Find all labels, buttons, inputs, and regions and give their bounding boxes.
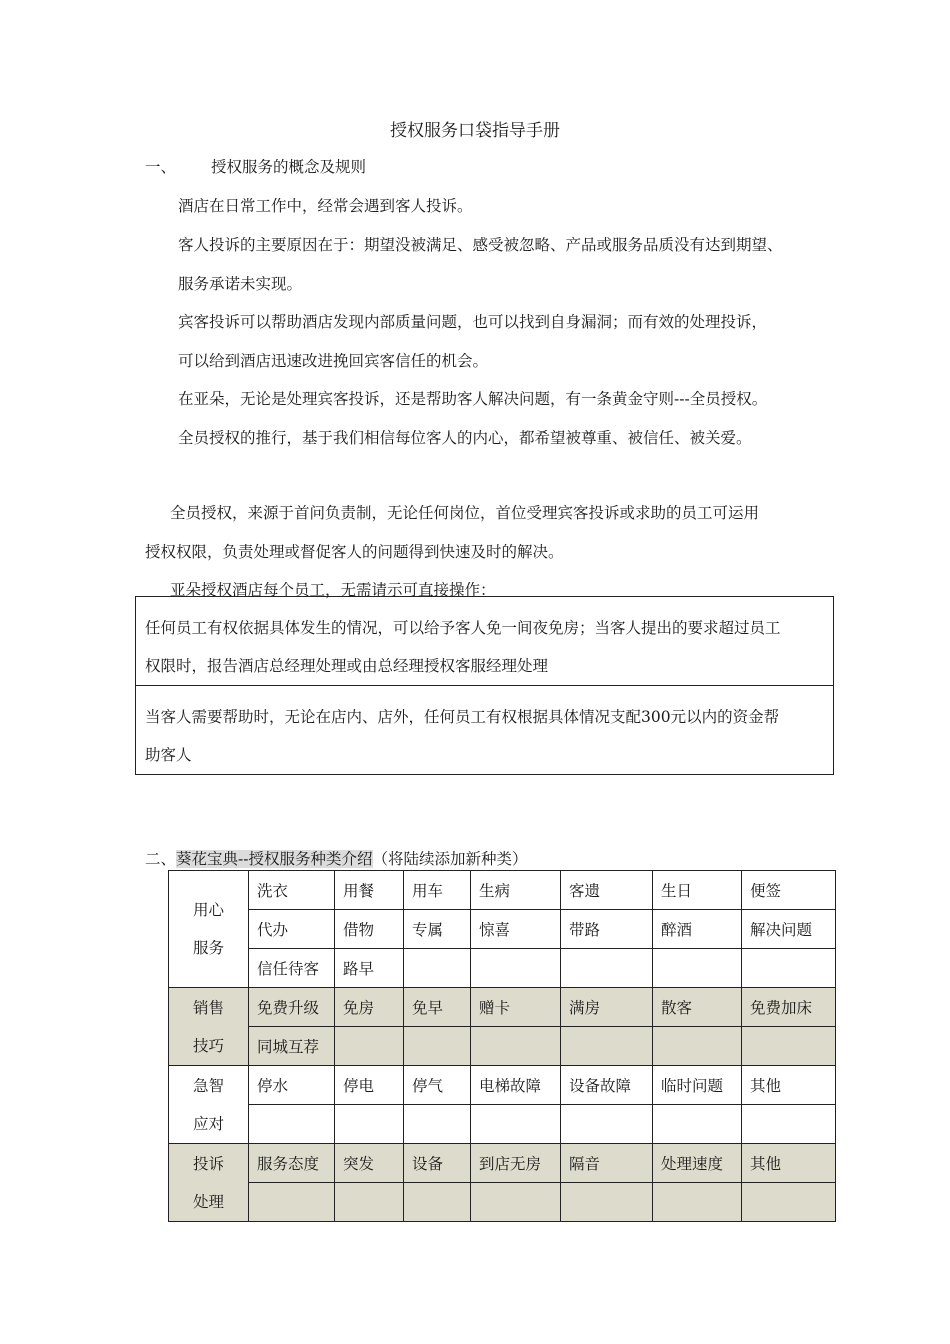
paragraph-line: 服务承诺未实现。 [178, 275, 303, 293]
rule-cell [136, 597, 834, 686]
group-label-line: 用心 [192, 901, 224, 919]
category-cell: 满房 [561, 988, 653, 1027]
category-cell [404, 1027, 471, 1066]
category-cell: 免房 [335, 988, 404, 1027]
section2-number: 二、 [145, 850, 177, 868]
category-cell: 醉酒 [653, 910, 742, 949]
category-cell [561, 1183, 653, 1222]
group-label-line: 投诉 [192, 1154, 224, 1173]
rule-row [136, 597, 834, 686]
paragraph-line: 客人投诉的主要原因在于：期望没被满足、感受被忽略、产品或服务品质没有达到期望、 [178, 236, 783, 254]
category-row [169, 910, 836, 949]
group-label-line: 处理 [192, 1192, 224, 1211]
section1-heading: 授权服务的概念及规则 [211, 158, 367, 176]
category-group-label [169, 988, 249, 1066]
category-cell [471, 1183, 561, 1222]
category-cell [471, 1105, 561, 1144]
category-cell [404, 1183, 471, 1222]
category-cell: 电梯故障 [471, 1066, 561, 1105]
category-cell [404, 1105, 471, 1144]
category-cell: 信任待客 [249, 949, 335, 988]
category-cell: 同城互荐 [249, 1027, 335, 1066]
category-cell: 隔音 [561, 1144, 653, 1183]
rule-text-line: 权限时，报告酒店总经理处理或由总经理授权客服经理处理 [145, 657, 549, 675]
category-cell [335, 1183, 404, 1222]
category-cell: 专属 [404, 910, 471, 949]
group-label-line: 销售 [192, 998, 224, 1017]
category-cell: 用餐 [335, 871, 404, 910]
category-cell: 到店无房 [471, 1144, 561, 1183]
category-cell: 用车 [404, 871, 471, 910]
category-group-label [169, 1066, 249, 1144]
paragraph-line: 宾客投诉可以帮助酒店发现内部质量问题，也可以找到自身漏洞；而有效的处理投诉， [178, 313, 768, 331]
category-row [169, 871, 836, 910]
category-row [169, 949, 836, 988]
category-cell: 解决问题 [742, 910, 836, 949]
category-row [169, 1183, 836, 1222]
paragraph-line: 可以给到酒店迅速改进挽回宾客信任的机会。 [178, 352, 489, 370]
rule-row [136, 686, 834, 775]
category-cell: 突发 [335, 1144, 404, 1183]
category-cell: 停气 [404, 1066, 471, 1105]
category-cell: 免费加床 [742, 988, 836, 1027]
category-cell [561, 949, 653, 988]
paragraph-line: 授权权限，负责处理或督促客人的问题得到快速及时的解决。 [145, 543, 564, 561]
category-cell: 处理速度 [653, 1144, 742, 1183]
category-cell: 生病 [471, 871, 561, 910]
category-cell: 其他 [742, 1144, 836, 1183]
category-cell: 惊喜 [471, 910, 561, 949]
category-cell: 设备 [404, 1144, 471, 1183]
category-cell: 路早 [335, 949, 404, 988]
category-group-label [169, 871, 249, 988]
service-category-table [168, 870, 836, 1222]
paragraph-line: 全员授权，来源于首问负责制，无论任何岗位，首位受理宾客投诉或求助的员工可运用 [170, 504, 760, 522]
document-title: 授权服务口袋指导手册 [390, 121, 560, 141]
category-cell [742, 949, 836, 988]
category-row [169, 1066, 836, 1105]
category-cell: 生日 [653, 871, 742, 910]
category-cell: 代办 [249, 910, 335, 949]
category-cell: 停电 [335, 1066, 404, 1105]
category-cell [335, 1027, 404, 1066]
group-label-line: 应对 [192, 1114, 224, 1133]
category-cell [561, 1027, 653, 1066]
category-cell: 赠卡 [471, 988, 561, 1027]
category-cell [653, 1027, 742, 1066]
category-cell [742, 1105, 836, 1144]
group-label-line: 服务 [192, 939, 224, 957]
category-cell [335, 1105, 404, 1144]
section2-heading-highlight: 葵花宝典--授权服务种类介绍 [176, 850, 373, 868]
category-cell: 免费升级 [249, 988, 335, 1027]
category-cell: 带路 [561, 910, 653, 949]
category-cell: 设备故障 [561, 1066, 653, 1105]
category-cell [561, 1105, 653, 1144]
category-cell [471, 949, 561, 988]
section1-number: 一、 [145, 158, 177, 176]
category-cell [249, 1105, 335, 1144]
category-cell: 洗衣 [249, 871, 335, 910]
rule-cell [136, 686, 834, 775]
category-cell [742, 1027, 836, 1066]
paragraph-line: 在亚朵，无论是处理宾客投诉，还是帮助客人解决问题，有一条黄金守则---全员授权。 [178, 390, 768, 408]
paragraph-line: 全员授权的推行，基于我们相信每位客人的内心，都希望被尊重、被信任、被关爱。 [178, 429, 752, 447]
category-cell [653, 949, 742, 988]
rule-text-line: 任何员工有权依据具体发生的情况，可以给予客人免一间夜免房；当客人提出的要求超过员工 [145, 619, 781, 637]
category-cell: 散客 [653, 988, 742, 1027]
category-row [169, 988, 836, 1027]
rule-text-line: 助客人 [145, 746, 192, 764]
category-cell: 停水 [249, 1066, 335, 1105]
section2-heading [145, 847, 528, 869]
category-cell: 借物 [335, 910, 404, 949]
category-cell: 服务态度 [249, 1144, 335, 1183]
group-label-line: 急智 [192, 1076, 224, 1095]
authorization-rules-box [135, 596, 834, 775]
category-cell [742, 1183, 836, 1222]
rule-text-line: 当客人需要帮助时，无论在店内、店外，任何员工有权根据具体情况支配300元以内的资金帮 [145, 708, 780, 726]
category-cell: 其他 [742, 1066, 836, 1105]
category-row [169, 1027, 836, 1066]
category-cell [653, 1183, 742, 1222]
paragraph-line: 酒店在日常工作中，经常会遇到客人投诉。 [178, 197, 473, 215]
group-label-line: 技巧 [192, 1036, 224, 1055]
paragraph-line: 亚朵授权酒店每个员工，无需请示可直接操作： [170, 581, 496, 599]
category-cell: 客遗 [561, 871, 653, 910]
category-cell: 临时问题 [653, 1066, 742, 1105]
category-cell: 免早 [404, 988, 471, 1027]
category-cell [249, 1183, 335, 1222]
category-cell [404, 949, 471, 988]
category-cell [471, 1027, 561, 1066]
category-cell [653, 1105, 742, 1144]
category-cell: 便签 [742, 871, 836, 910]
category-row [169, 1105, 836, 1144]
category-row [169, 1144, 836, 1183]
section2-heading-note: （将陆续添加新种类） [372, 850, 528, 868]
category-group-label [169, 1144, 249, 1222]
